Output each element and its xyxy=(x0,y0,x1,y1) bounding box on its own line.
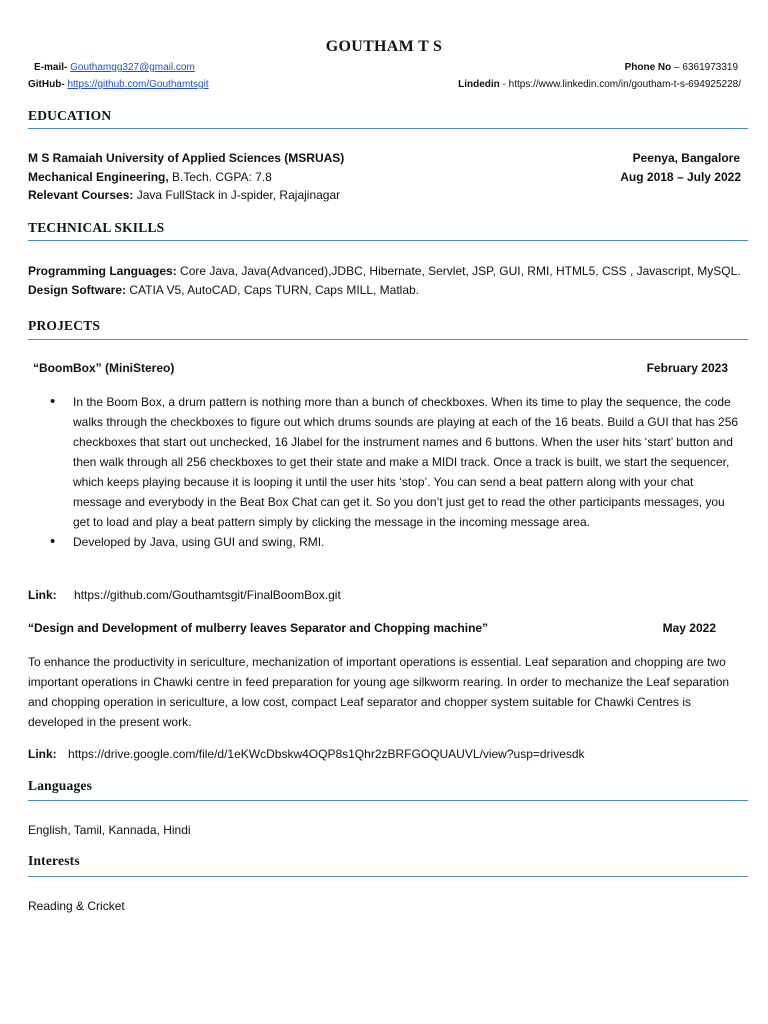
project-1-bullets xyxy=(28,392,743,552)
university-name: M S Ramaiah University of Applied Sciences (MSRUAS) xyxy=(28,151,345,165)
education-rule xyxy=(28,128,748,129)
linkedin-label: Lindedin xyxy=(458,79,500,90)
project-1-bullet: • Developed by Java, using GUI and swing, RMI. xyxy=(28,532,743,552)
courses-line xyxy=(28,185,340,205)
interests-list: Reading & Cricket xyxy=(28,899,125,913)
github-label: GitHub- xyxy=(28,79,65,90)
languages-list: English, Tamil, Kannada, Hindi xyxy=(28,823,191,837)
programming-languages-line xyxy=(28,261,741,281)
phone-number: – 6361973319 xyxy=(671,62,738,73)
project-1-title: “BoomBox” (MiniStereo) xyxy=(33,361,175,375)
phone-line xyxy=(625,62,738,73)
linkedin-url[interactable]: - https://www.linkedin.com/in/goutham-t-s-694925228/ xyxy=(499,79,741,90)
email-link[interactable]: Gouthamgg327@gmail.com xyxy=(70,62,195,73)
design-list: CATIA V5, AutoCAD, Caps TURN, Caps MILL, Matlab. xyxy=(126,283,420,297)
project-2-title: “Design and Development of mulberry leaves Separator and Chopping machine” xyxy=(28,621,489,635)
skills-rule xyxy=(28,240,748,241)
projects-heading: PROJECTS xyxy=(28,318,101,333)
degree-line xyxy=(28,167,272,187)
courses-label: Relevant Courses: xyxy=(28,188,134,202)
github-line xyxy=(28,79,209,90)
design-label: Design Software: xyxy=(28,283,127,297)
linkedin-line xyxy=(458,79,741,90)
project-2-description: To enhance the productivity in sericulture, mechanization of important operations is essential. Leaf separation and chopping are two important operations in Chawki centre in feed preparation for young age silkworm rearing. In order to mechanize the Leaf separation and chopping operation in sericulture, a low cost, compact Leaf separator and chopper system suitable for Chawki Centres is developed in the present work. xyxy=(28,655,730,729)
project-2-link[interactable]: https://drive.google.com/file/d/1eKWcDbskw4OQP8s1Qhr2zBRFGOQUAUVL/view?usp=drivesdk xyxy=(68,747,585,761)
candidate-name: GOUTHAM T S xyxy=(325,38,443,55)
languages-rule xyxy=(28,800,748,801)
project-1-bullet: • In the Boom Box, a drum pattern is nothing more than a bunch of checkboxes. When its time to play the sequence, the code walks through the checkboxes to figure out which drums sounds are playing at each of the 16 beats. Build a GUI that has 256 checkboxes that start out unchecked, 16 Jlabel for the instrument names and 6 buttons. When the user hits ‘start’ button and then walk through all 256 checkboxes to get their state and make a MIDI track. Once a track is built, we start the sequencer, which keeps playing because it is looping it until the user hits ‘stop’. You can send a beat pattern along with your chat message and everybody in the Beat Box Chat can get it. So you don’t just get to read the other participants messages, you get to load and play a beat pattern simply by clicking the message in the incoming message area. xyxy=(28,392,743,532)
education-heading: EDUCATION xyxy=(28,108,112,123)
project-1-date: February 2023 xyxy=(646,361,728,375)
programming-label: Programming Languages: xyxy=(28,264,177,278)
skills-heading: TECHNICAL SKILLS xyxy=(28,220,165,235)
degree-detail: B.Tech. CGPA: 7.8 xyxy=(168,170,272,184)
education-dates: Aug 2018 – July 2022 xyxy=(620,170,741,184)
project-2-link-label: Link: xyxy=(28,747,57,761)
projects-rule xyxy=(28,339,748,340)
phone-label: Phone No xyxy=(624,62,672,73)
languages-heading: Languages xyxy=(28,778,93,793)
project-1-link-label: Link: xyxy=(28,588,57,602)
design-software-line xyxy=(28,280,419,300)
degree-name: Mechanical Engineering, xyxy=(28,170,169,184)
education-location: Peenya, Bangalore xyxy=(632,151,740,165)
project-2-link-line xyxy=(28,744,585,764)
programming-list: Core Java, Java(Advanced),JDBC, Hibernate, Servlet, JSP, GUI, RMI, HTML5, CSS , Javascript, MySQL. xyxy=(176,264,741,278)
email-label: E-mail- xyxy=(34,62,68,73)
courses-text: Java FullStack in J-spider, Rajajinagar xyxy=(133,188,341,202)
project-1-link[interactable]: https://github.com/Gouthamtsgit/FinalBoomBox.git xyxy=(74,588,341,602)
email-line xyxy=(34,62,195,73)
project-2-date: May 2022 xyxy=(662,621,716,635)
github-link[interactable]: https://github.com/Gouthamtsgit xyxy=(67,79,209,90)
project-1-link-line xyxy=(28,585,341,605)
interests-rule xyxy=(28,876,748,877)
interests-heading: Interests xyxy=(28,853,80,868)
